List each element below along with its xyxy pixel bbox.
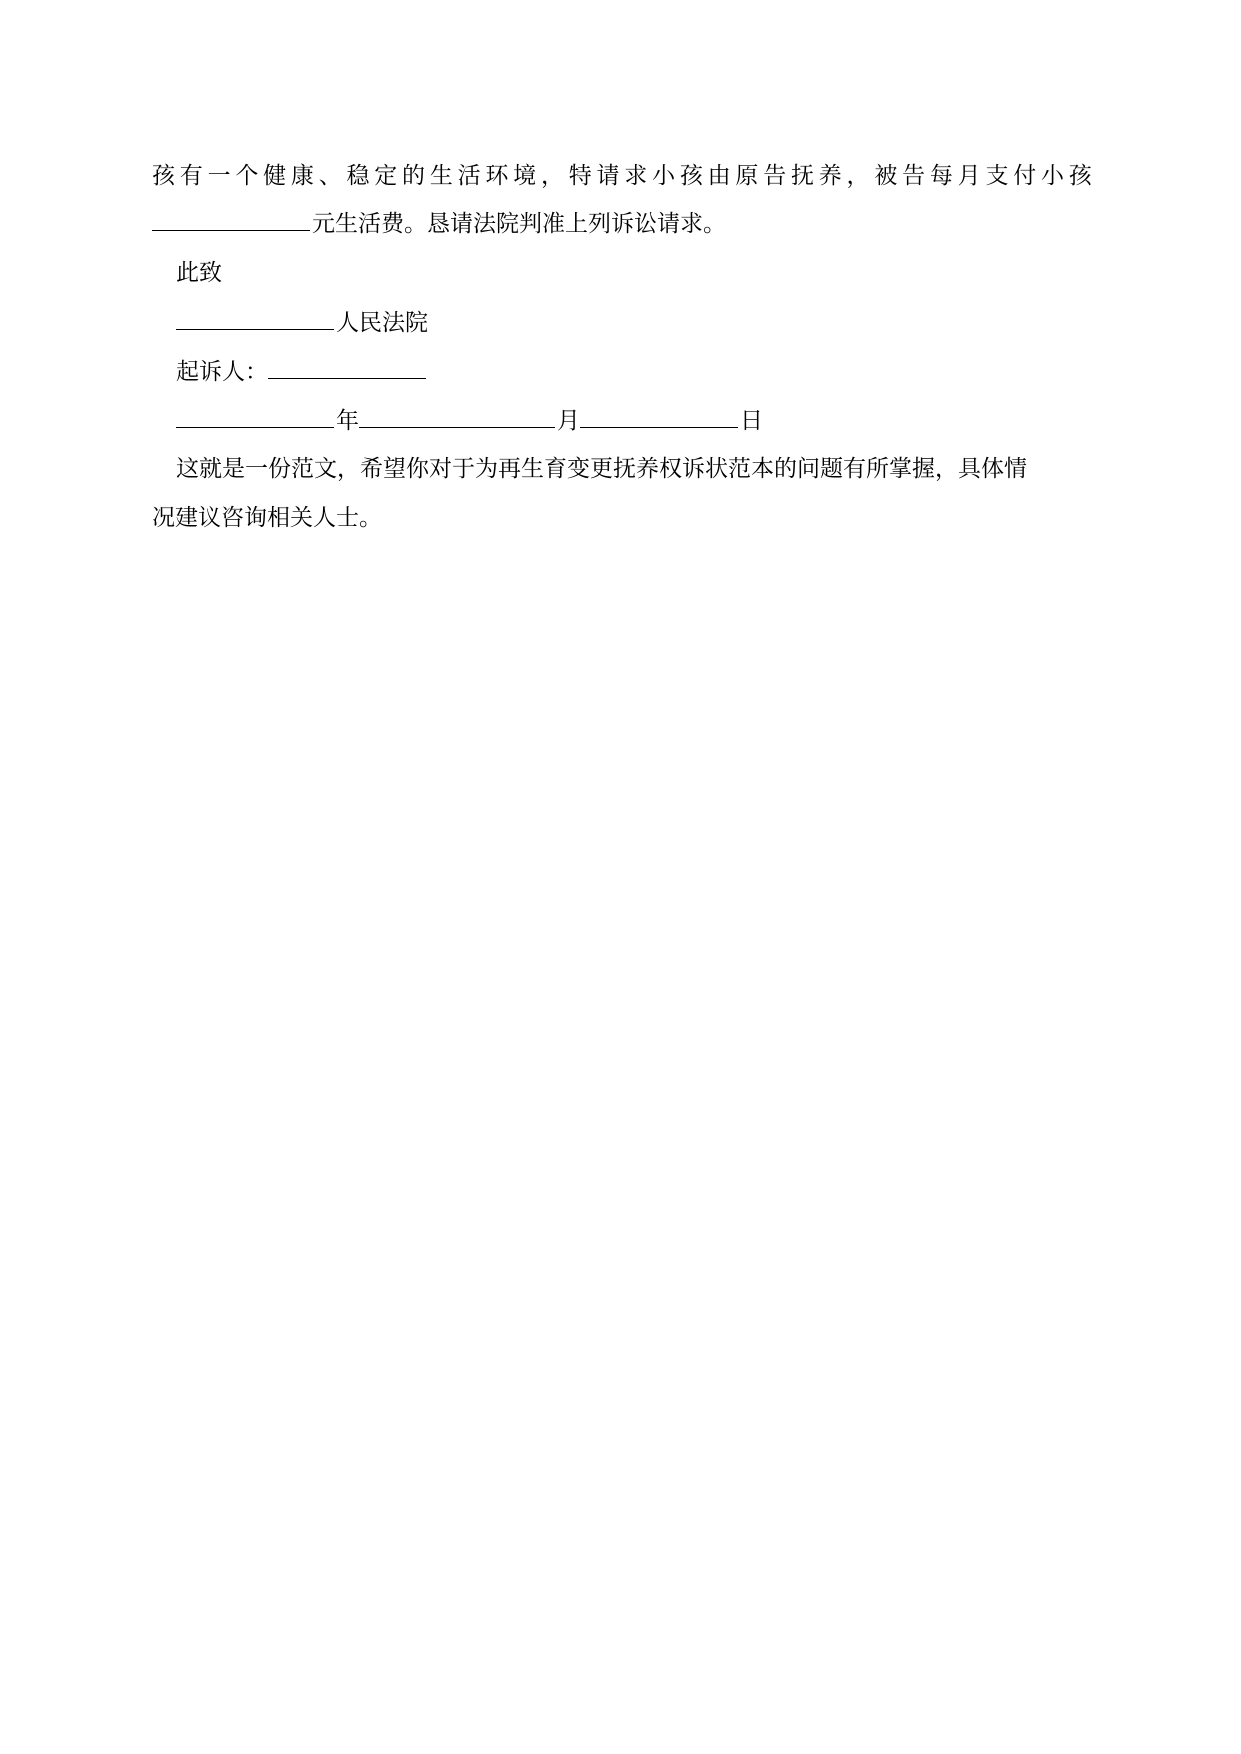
- body-line-1-char: ，: [846, 163, 870, 189]
- body-line-1-char: 养: [818, 163, 842, 189]
- body-line-1-char: 被: [874, 163, 898, 189]
- body-line-1-char: 告: [902, 163, 926, 189]
- day-blank: [580, 405, 738, 428]
- body-line-1-char: ，: [540, 163, 564, 189]
- body-line-1-char: 求: [624, 163, 648, 189]
- body-line-1-char: 由: [707, 163, 731, 189]
- body-line-1-char: 境: [513, 163, 537, 189]
- month-blank: [359, 405, 555, 428]
- body-line-1-char: 定: [374, 163, 398, 189]
- year-label: 年: [336, 408, 359, 434]
- date-line: [176, 405, 763, 436]
- body-line-1-char: 每: [929, 163, 953, 189]
- salutation: 此致: [176, 260, 222, 286]
- body-line-1-char: 个: [235, 163, 259, 189]
- body-line-1-char: 、: [318, 163, 342, 189]
- body-line-1-char: 活: [457, 163, 481, 189]
- body-line-1-char: 孩: [152, 163, 175, 189]
- body-line-1-char: 请: [596, 163, 620, 189]
- body-line-1-char: 告: [763, 163, 787, 189]
- court-text: 人民法院: [336, 310, 428, 336]
- body-line-1-char: 小: [652, 163, 676, 189]
- day-label: 日: [740, 408, 763, 434]
- body-line-1: [152, 161, 1092, 191]
- body-line-1-char: 环: [485, 163, 509, 189]
- year-blank: [176, 405, 334, 428]
- closing-line-1: 这就是一份范文，希望你对于为再生育变更抚养权诉状范本的问题有所掌握，具体情: [176, 456, 1027, 482]
- court-line: [176, 307, 428, 338]
- body-line-1-char: 康: [290, 163, 314, 189]
- body-line-2: [152, 208, 726, 239]
- body-line-1-char: 小: [1041, 163, 1064, 189]
- plaintiff-blank: [268, 356, 426, 379]
- body-line-1-char: 特: [568, 163, 592, 189]
- body-line-1-char: 抚: [790, 163, 814, 189]
- body-line-1-char: 支: [985, 163, 1009, 189]
- body-line-1-char: 有: [179, 163, 203, 189]
- body-line-1-char: 原: [735, 163, 759, 189]
- body-line-1-char: 稳: [346, 163, 370, 189]
- body-line-1-char: 健: [263, 163, 287, 189]
- court-blank: [176, 307, 334, 330]
- body-line-1-char: 的: [402, 163, 426, 189]
- plaintiff-label: 起诉人：: [176, 359, 268, 385]
- plaintiff-line: [176, 356, 428, 387]
- month-label: 月: [557, 408, 580, 434]
- amount-blank: [152, 208, 310, 231]
- body-line-1-char: 孩: [1068, 163, 1092, 189]
- body-line-1-char: 月: [957, 163, 981, 189]
- body-line-1-char: 付: [1013, 163, 1037, 189]
- body-line-1-char: 一: [207, 163, 231, 189]
- body-line-1-char: 生: [429, 163, 453, 189]
- closing-line-2: 况建议咨询相关人士。: [152, 505, 382, 531]
- body-line-1-char: 孩: [679, 163, 703, 189]
- body-line-2-text: 元生活费。恳请法院判准上列诉讼请求。: [312, 211, 726, 237]
